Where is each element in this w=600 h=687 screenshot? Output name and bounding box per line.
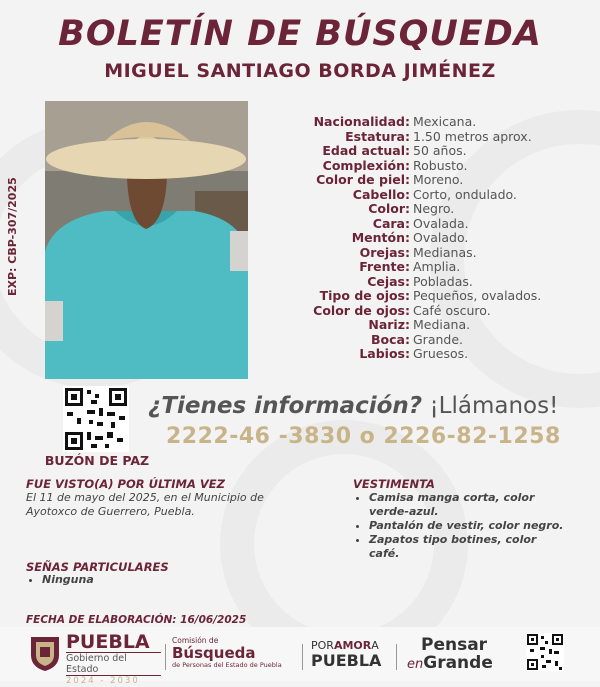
fact-label: Color de piel: xyxy=(316,172,410,187)
fact-row xyxy=(280,231,580,246)
call-us-text: ¡Llámanos! xyxy=(429,393,559,419)
fact-value: Gruesos. xyxy=(413,346,469,361)
fact-label: Nacionalidad: xyxy=(313,114,410,129)
footer-divider xyxy=(396,644,397,670)
gobierno-text: Gobierno del Estado xyxy=(66,652,161,676)
fact-row xyxy=(280,304,580,319)
person-name: MIGUEL SANTIAGO BORDA JIMÉNEZ xyxy=(104,60,496,82)
fact-value: Mediana. xyxy=(413,317,471,332)
fact-value: Ovalada. xyxy=(413,215,469,231)
marks-item: • Ninguna xyxy=(42,573,226,587)
fact-value: Amplia. xyxy=(413,259,461,274)
footer-divider xyxy=(165,644,166,670)
expediente-number: EXP: CBP-307/2025 xyxy=(6,177,19,296)
fact-label: Nariz: xyxy=(368,317,410,332)
fact-row xyxy=(280,144,580,159)
por-amor-logo xyxy=(311,640,391,669)
fact-row xyxy=(280,347,580,362)
clothing-title: VESTIMENTA xyxy=(353,477,435,491)
fact-label: Color de ojos: xyxy=(313,302,410,318)
fact-value: Pobladas. xyxy=(413,273,473,289)
a-text: A xyxy=(371,639,379,652)
fact-row xyxy=(280,173,580,188)
last-seen-text: El 11 de mayo del 2025, en el Municipio de Ayotoxco de Guerrero, Puebla. xyxy=(26,491,264,518)
clothing-item: • Pantalón de vestir, color negro. xyxy=(369,519,568,533)
fact-label: Cara: xyxy=(372,215,410,231)
fact-row xyxy=(280,130,580,145)
fact-value: 50 años. xyxy=(413,143,467,158)
footer-qr-code[interactable] xyxy=(526,633,564,671)
fact-row xyxy=(280,202,580,217)
fact-value: Ovalado. xyxy=(413,230,469,245)
info-question-text: ¿Tienes información? xyxy=(148,393,423,419)
fact-label: Cejas: xyxy=(367,273,410,289)
fact-label: Cabello: xyxy=(352,186,410,202)
fact-label: Edad actual: xyxy=(322,143,410,158)
comision-bottom-text: de Personas del Estado de Puebla xyxy=(172,661,282,669)
clothing-item: • Camisa manga corta, color verde-azul. xyxy=(369,491,568,519)
marks-list xyxy=(26,573,226,587)
fact-row xyxy=(280,275,580,290)
fact-row xyxy=(280,333,580,348)
elaboration-date: FECHA DE ELABORACIÓN: 16/06/2025 xyxy=(26,614,247,626)
fact-label: Orejas: xyxy=(359,244,410,260)
description-list xyxy=(280,115,580,362)
fact-row xyxy=(280,217,580,232)
fact-label: Tipo de ojos: xyxy=(319,288,410,303)
gobierno-years: 2024 - 2030 xyxy=(66,676,140,686)
gobierno-puebla-text: PUEBLA xyxy=(66,631,150,653)
fact-value: Negro. xyxy=(413,201,455,216)
fact-row xyxy=(280,188,580,203)
fact-row xyxy=(280,318,580,333)
fact-row xyxy=(280,260,580,275)
person-photo xyxy=(45,101,248,379)
fact-row xyxy=(280,246,580,261)
comision-main-text: Búsqueda xyxy=(172,644,256,662)
pensar-grande-logo xyxy=(407,637,507,673)
comision-logo xyxy=(172,636,297,669)
fact-value: Robusto. xyxy=(413,157,468,173)
fact-label: Color: xyxy=(368,201,410,216)
por-text: POR xyxy=(311,639,334,652)
gobierno-logo xyxy=(66,633,161,687)
fact-label: Boca: xyxy=(371,331,410,347)
buzon-qr-code[interactable] xyxy=(63,386,129,452)
fact-value: 1.50 metros aprox. xyxy=(413,128,532,144)
fact-value: Café oscuro. xyxy=(413,302,491,318)
clothing-item: • Zapatos tipo botines, color café. xyxy=(369,533,568,561)
grande-text: Grande xyxy=(423,653,493,673)
fact-label: Frente: xyxy=(359,259,410,274)
fact-value: Pequeños, ovalados. xyxy=(413,288,542,303)
marks-title: SEÑAS PARTICULARES xyxy=(26,560,169,574)
fact-label: Mentón: xyxy=(351,230,410,245)
buzon-label: BUZÓN DE PAZ xyxy=(44,453,150,468)
fact-row xyxy=(280,289,580,304)
phone-numbers[interactable]: 2222-46 -3830 o 2226-82-1258 xyxy=(166,424,561,449)
page-title: BOLETÍN DE BÚSQUEDA xyxy=(58,14,542,54)
fact-value: Grande. xyxy=(413,331,464,347)
por-amor-puebla-text: PUEBLA xyxy=(311,651,382,670)
clothing-list xyxy=(353,491,568,561)
fact-label: Estatura: xyxy=(345,128,410,144)
fact-row xyxy=(280,159,580,174)
amor-text: AMOR xyxy=(333,639,372,652)
footer-divider xyxy=(302,644,303,670)
comision-top-text: Comisión de xyxy=(172,636,219,645)
fact-row xyxy=(280,115,580,130)
fact-value: Corto, ondulado. xyxy=(413,186,517,202)
fact-value: Medianas. xyxy=(413,244,477,260)
last-seen-title: FUE VISTO(A) POR ÚLTIMA VEZ xyxy=(26,477,225,491)
fact-value: Moreno. xyxy=(413,172,464,187)
fact-label: Labios: xyxy=(359,346,410,361)
info-question xyxy=(148,393,558,419)
fact-label: Complexión: xyxy=(322,157,410,173)
puebla-shield-icon xyxy=(28,633,62,673)
en-text: en xyxy=(407,657,424,672)
fact-value: Mexicana. xyxy=(413,114,477,129)
pensar-text: Pensar xyxy=(421,635,488,655)
